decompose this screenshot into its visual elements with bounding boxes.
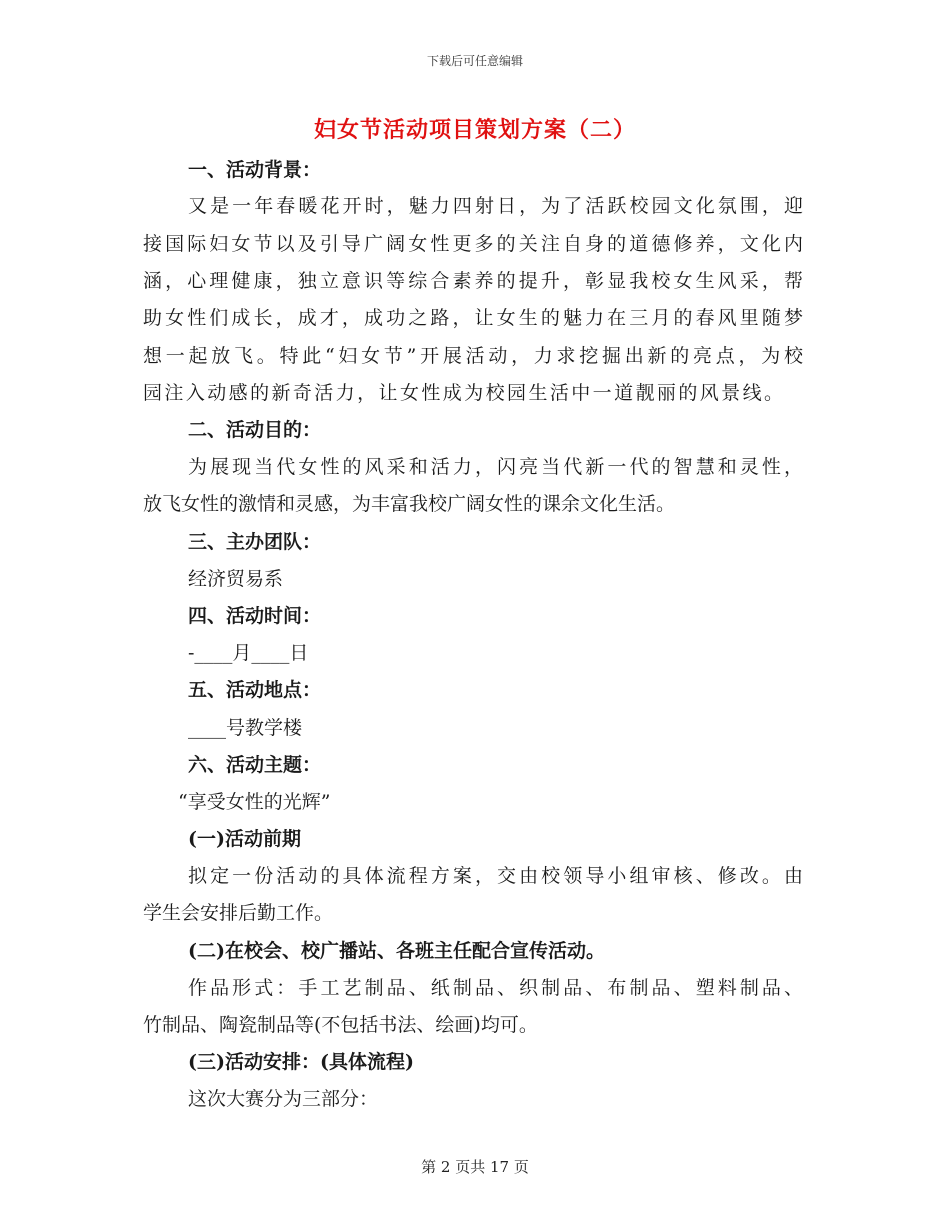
section-heading-theme: 六、活动主题： [188, 754, 322, 776]
paragraph-line: 拟定一份活动的具体流程方案，交由校领导小组审核、修改。由 [188, 865, 803, 887]
paragraph-line: 接国际妇女节以及引导广阔女性更多的关注自身的道德修养，文化内 [143, 233, 803, 255]
location-text: ____号教学楼 [188, 717, 303, 739]
paragraph-line: 园注入动感的新奇活力，让女性成为校园生活中一道靓丽的风景线。 [143, 382, 783, 404]
section-heading-purpose: 二、活动目的： [188, 419, 322, 441]
paragraph-line: 助女性们成长，成才，成功之路，让女生的魅力在三月的春风里随梦 [143, 307, 803, 329]
time-text: -____月____日 [188, 642, 309, 664]
paragraph-line: 又是一年春暖花开时，魅力四射日，为了活跃校园文化氛围，迎 [188, 195, 803, 217]
section-heading-location: 五、活动地点： [188, 679, 322, 701]
paragraph-line: 作品形式：手工艺制品、纸制品、织制品、布制品、塑料制品、 [188, 977, 803, 999]
paragraph-line: 涵，心理健康，独立意识等综合素养的提升，彰显我校女生风采，帮 [143, 270, 803, 292]
organizer-text: 经济贸易系 [188, 568, 284, 590]
section-heading-time: 四、活动时间： [188, 605, 322, 627]
document-title: 妇女节活动项目策划方案（二） [313, 117, 636, 143]
section-heading-organizer: 三、主办团队： [188, 531, 322, 553]
section-heading-background: 一、活动背景： [188, 159, 322, 181]
subsection-heading-promotion: (二)在校会、校广播站、各班主任配合宣传活动。 [188, 940, 605, 962]
paragraph-line: 为展现当代女性的风采和活力，闪亮当代新一代的智慧和灵性， [188, 456, 803, 478]
subsection-heading-preparation: (一)活动前期 [188, 828, 301, 850]
theme-text: “享受女性的光辉” [178, 791, 331, 813]
paragraph-line: 放飞女性的激情和灵感，为丰富我校广阔女性的课余文化生活。 [143, 493, 676, 515]
paragraph-line: 想一起放飞。特此“妇女节”开展活动，力求挖掘出新的亮点，为校 [143, 345, 803, 367]
paragraph-line: 学生会安排后勤工作。 [143, 902, 334, 924]
arrangement-text: 这次大赛分为三部分： [188, 1088, 379, 1110]
page-footer: 第 2 页共 17 页 [421, 1158, 529, 1176]
paragraph-line: 竹制品、陶瓷制品等(不包括书法、绘画)均可。 [143, 1014, 538, 1036]
page-header: 下载后可任意编辑 [426, 54, 523, 68]
subsection-heading-arrangement: (三)活动安排：(具体流程) [188, 1051, 414, 1073]
